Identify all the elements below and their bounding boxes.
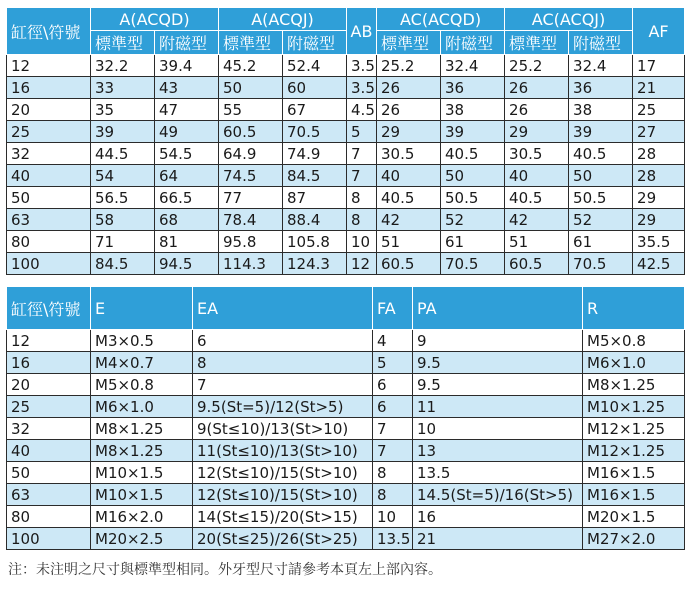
table-cell: 16 — [413, 506, 583, 528]
table-cell: 94.5 — [155, 253, 219, 275]
table-cell: 56.5 — [91, 187, 155, 209]
table-b-body — [7, 330, 685, 550]
table-cell: M8×1.25 — [583, 374, 685, 396]
table-cell: 74.9 — [283, 143, 347, 165]
table-cell: 60 — [283, 77, 347, 99]
table-cell: 11 — [413, 396, 583, 418]
table-cell: 64 — [155, 165, 219, 187]
header-ea: EA — [193, 287, 373, 330]
table-cell: M20×2.5 — [91, 528, 193, 550]
table-cell: 7 — [347, 165, 377, 187]
bore-size-cell: 63 — [7, 209, 91, 231]
table-cell: 70.5 — [569, 253, 633, 275]
table-cell: 45.2 — [219, 55, 283, 77]
table-cell: 39 — [569, 121, 633, 143]
header-fa: FA — [373, 287, 413, 330]
table-cell: 9.5 — [413, 374, 583, 396]
table-cell: M16×2.0 — [91, 506, 193, 528]
table-cell: M16×1.5 — [583, 462, 685, 484]
table-cell: 7 — [373, 440, 413, 462]
table-row — [7, 55, 685, 77]
bore-size-cell: 63 — [7, 484, 91, 506]
table-cell: 114.3 — [219, 253, 283, 275]
table-cell: 30.5 — [377, 143, 441, 165]
subheader-standard: 標準型 — [91, 31, 155, 55]
table-row — [7, 352, 685, 374]
table-cell: 30.5 — [505, 143, 569, 165]
table-cell: 47 — [155, 99, 219, 121]
table-cell: 60.5 — [377, 253, 441, 275]
table-cell: M6×1.0 — [583, 352, 685, 374]
table-cell: 74.5 — [219, 165, 283, 187]
table-cell: 38 — [569, 99, 633, 121]
bore-size-cell: 50 — [7, 187, 91, 209]
table-row — [7, 374, 685, 396]
table-row — [7, 396, 685, 418]
table-cell: 78.4 — [219, 209, 283, 231]
table-cell: 88.4 — [283, 209, 347, 231]
table-cell: 32.4 — [569, 55, 633, 77]
table-cell: M16×1.5 — [583, 484, 685, 506]
table-row — [7, 143, 685, 165]
table-row — [7, 418, 685, 440]
table-cell: 6 — [193, 330, 373, 352]
table-cell: 44.5 — [91, 143, 155, 165]
table-cell: 50 — [219, 77, 283, 99]
table-cell: 42 — [377, 209, 441, 231]
table-cell: 50 — [569, 165, 633, 187]
table-cell: 50.5 — [569, 187, 633, 209]
header-af: AF — [633, 8, 685, 55]
table-cell: M20×1.5 — [583, 506, 685, 528]
table-cell: 7 — [373, 418, 413, 440]
table-cell: M3×0.5 — [91, 330, 193, 352]
table-cell: 4.5 — [347, 99, 377, 121]
table-cell: 35 — [91, 99, 155, 121]
table-cell: 8 — [193, 352, 373, 374]
table-cell: 32.2 — [91, 55, 155, 77]
subheader-standard: 標準型 — [219, 31, 283, 55]
table-cell: M12×1.25 — [583, 440, 685, 462]
table-cell: M12×1.25 — [583, 418, 685, 440]
dimension-table-a — [6, 7, 685, 275]
header-a-acqd: A(ACQD) — [91, 8, 219, 31]
bore-size-cell: 32 — [7, 418, 91, 440]
bore-size-cell: 100 — [7, 528, 91, 550]
table-cell: 3.5 — [347, 77, 377, 99]
table-cell: 28 — [633, 165, 685, 187]
table-cell: 61 — [441, 231, 505, 253]
table-cell: 5 — [347, 121, 377, 143]
table-cell: M8×1.25 — [91, 440, 193, 462]
table-cell: 6 — [373, 374, 413, 396]
table-cell: 40.5 — [569, 143, 633, 165]
bore-size-cell: 16 — [7, 77, 91, 99]
header-bore: 缸徑\符號 — [7, 8, 91, 55]
table-cell: 60.5 — [505, 253, 569, 275]
table-cell: 26 — [505, 77, 569, 99]
table-cell: 40 — [505, 165, 569, 187]
header-pa: PA — [413, 287, 583, 330]
table-cell: 20(St≤25)/26(St>25) — [193, 528, 373, 550]
table-cell: M10×1.5 — [91, 484, 193, 506]
bore-size-cell: 25 — [7, 121, 91, 143]
table-cell: M5×0.8 — [583, 330, 685, 352]
table-cell: 4 — [373, 330, 413, 352]
table-cell: 52.4 — [283, 55, 347, 77]
table-cell: 36 — [441, 77, 505, 99]
table-cell: 105.8 — [283, 231, 347, 253]
table-cell: 77 — [219, 187, 283, 209]
table-cell: 70.5 — [441, 253, 505, 275]
bore-size-cell: 50 — [7, 462, 91, 484]
header-bore: 缸徑\符號 — [7, 287, 91, 330]
table-cell: 33 — [91, 77, 155, 99]
table-cell: M6×1.0 — [91, 396, 193, 418]
bore-size-cell: 100 — [7, 253, 91, 275]
bore-size-cell: 80 — [7, 231, 91, 253]
bore-size-cell: 12 — [7, 55, 91, 77]
table-row — [7, 462, 685, 484]
subheader-standard: 標準型 — [377, 31, 441, 55]
table-cell: 54.5 — [155, 143, 219, 165]
table-cell: 70.5 — [283, 121, 347, 143]
table-cell: M10×1.5 — [91, 462, 193, 484]
subheader-standard: 標準型 — [505, 31, 569, 55]
subheader-magnetic: 附磁型 — [283, 31, 347, 55]
table-cell: 52 — [441, 209, 505, 231]
table-cell: 81 — [155, 231, 219, 253]
table-cell: 42.5 — [633, 253, 685, 275]
table-row — [7, 484, 685, 506]
header-r: R — [583, 287, 685, 330]
table-cell: 51 — [377, 231, 441, 253]
table-cell: 55 — [219, 99, 283, 121]
table-cell: 25.2 — [505, 55, 569, 77]
table-cell: 39 — [441, 121, 505, 143]
bore-size-cell: 20 — [7, 99, 91, 121]
table-row — [7, 231, 685, 253]
subheader-magnetic: 附磁型 — [441, 31, 505, 55]
table-row — [7, 121, 685, 143]
table-row — [7, 528, 685, 550]
subheader-magnetic: 附磁型 — [569, 31, 633, 55]
table-cell: 50.5 — [441, 187, 505, 209]
table-cell: 38 — [441, 99, 505, 121]
table-cell: 10 — [347, 231, 377, 253]
table-cell: 25 — [633, 99, 685, 121]
table-cell: M8×1.25 — [91, 418, 193, 440]
table-cell: 21 — [633, 77, 685, 99]
table-cell: 13 — [413, 440, 583, 462]
table-cell: 3.5 — [347, 55, 377, 77]
table-cell: M4×0.7 — [91, 352, 193, 374]
table-cell: 12(St≤10)/15(St>10) — [193, 484, 373, 506]
table-cell: 40.5 — [441, 143, 505, 165]
table-cell: 13.5 — [413, 462, 583, 484]
bore-size-cell: 16 — [7, 352, 91, 374]
table-cell: 54 — [91, 165, 155, 187]
table-row — [7, 506, 685, 528]
bore-size-cell: 40 — [7, 165, 91, 187]
table-cell: M5×0.8 — [91, 374, 193, 396]
table-cell: 29 — [505, 121, 569, 143]
table-row — [7, 209, 685, 231]
table-cell: 39 — [91, 121, 155, 143]
table-cell: 29 — [633, 209, 685, 231]
table-cell: 21 — [413, 528, 583, 550]
table-cell: 40.5 — [377, 187, 441, 209]
table-cell: 12 — [347, 253, 377, 275]
bore-size-cell: 20 — [7, 374, 91, 396]
table-cell: M10×1.25 — [583, 396, 685, 418]
table-cell: 8 — [373, 484, 413, 506]
table-cell: 29 — [377, 121, 441, 143]
header-e: E — [91, 287, 193, 330]
table-cell: 27 — [633, 121, 685, 143]
table-row — [7, 253, 685, 275]
table-cell: 68 — [155, 209, 219, 231]
table-cell: 8 — [347, 187, 377, 209]
table-cell: 8 — [347, 209, 377, 231]
table-cell: 9.5 — [413, 352, 583, 374]
table-cell: 17 — [633, 55, 685, 77]
bore-size-cell: 80 — [7, 506, 91, 528]
table-cell: 40.5 — [505, 187, 569, 209]
table-cell: 71 — [91, 231, 155, 253]
header-ab: AB — [347, 8, 377, 55]
table-cell: 7 — [347, 143, 377, 165]
table-cell: 49 — [155, 121, 219, 143]
table-cell: 124.3 — [283, 253, 347, 275]
table-row — [7, 187, 685, 209]
table-cell: 7 — [193, 374, 373, 396]
bore-size-cell: 40 — [7, 440, 91, 462]
header-a-acqj: A(ACQJ) — [219, 8, 347, 31]
table-cell: 84.5 — [283, 165, 347, 187]
table-cell: 26 — [505, 99, 569, 121]
table-cell: 28 — [633, 143, 685, 165]
table-row — [7, 440, 685, 462]
table-cell: 42 — [505, 209, 569, 231]
table-cell: 64.9 — [219, 143, 283, 165]
table-cell: 60.5 — [219, 121, 283, 143]
table-cell: 25.2 — [377, 55, 441, 77]
table-cell: 61 — [569, 231, 633, 253]
bore-size-cell: 32 — [7, 143, 91, 165]
table-cell: 14.5(St=5)/16(St>5) — [413, 484, 583, 506]
table-cell: 58 — [91, 209, 155, 231]
bore-size-cell: 25 — [7, 396, 91, 418]
table-row — [7, 165, 685, 187]
table-row — [7, 99, 685, 121]
table-cell: M27×2.0 — [583, 528, 685, 550]
table-cell: 84.5 — [91, 253, 155, 275]
table-cell: 8 — [373, 462, 413, 484]
table-cell: 11(St≤10)/13(St>10) — [193, 440, 373, 462]
bore-size-cell: 12 — [7, 330, 91, 352]
header-ac-acqd: AC(ACQD) — [377, 8, 505, 31]
table-cell: 26 — [377, 77, 441, 99]
subheader-magnetic: 附磁型 — [155, 31, 219, 55]
table-cell: 67 — [283, 99, 347, 121]
table-cell: 5 — [373, 352, 413, 374]
table-cell: 9.5(St=5)/12(St>5) — [193, 396, 373, 418]
table-cell: 87 — [283, 187, 347, 209]
table-cell: 6 — [373, 396, 413, 418]
table-cell: 12(St≤10)/15(St>10) — [193, 462, 373, 484]
table-cell: 50 — [441, 165, 505, 187]
table-cell: 14(St≤15)/20(St>15) — [193, 506, 373, 528]
table-cell: 43 — [155, 77, 219, 99]
table-cell: 35.5 — [633, 231, 685, 253]
table-cell: 9 — [413, 330, 583, 352]
table-cell: 32.4 — [441, 55, 505, 77]
table-cell: 9(St≤10)/13(St>10) — [193, 418, 373, 440]
table-a-body — [7, 55, 685, 275]
table-cell: 13.5 — [373, 528, 413, 550]
table-cell: 26 — [377, 99, 441, 121]
table-cell: 29 — [633, 187, 685, 209]
table-cell: 95.8 — [219, 231, 283, 253]
table-cell: 10 — [413, 418, 583, 440]
table-cell: 51 — [505, 231, 569, 253]
table-cell: 66.5 — [155, 187, 219, 209]
header-ac-acqj: AC(ACQJ) — [505, 8, 633, 31]
table-row — [7, 77, 685, 99]
table-cell: 52 — [569, 209, 633, 231]
table-cell: 36 — [569, 77, 633, 99]
table-cell: 10 — [373, 506, 413, 528]
table-cell: 40 — [377, 165, 441, 187]
table-row — [7, 330, 685, 352]
table-cell: 39.4 — [155, 55, 219, 77]
footnote: 注：未注明之尺寸與標準型相同。外牙型尺寸請參考本頁左上部內容。 — [8, 562, 442, 578]
dimension-table-b — [6, 286, 685, 550]
